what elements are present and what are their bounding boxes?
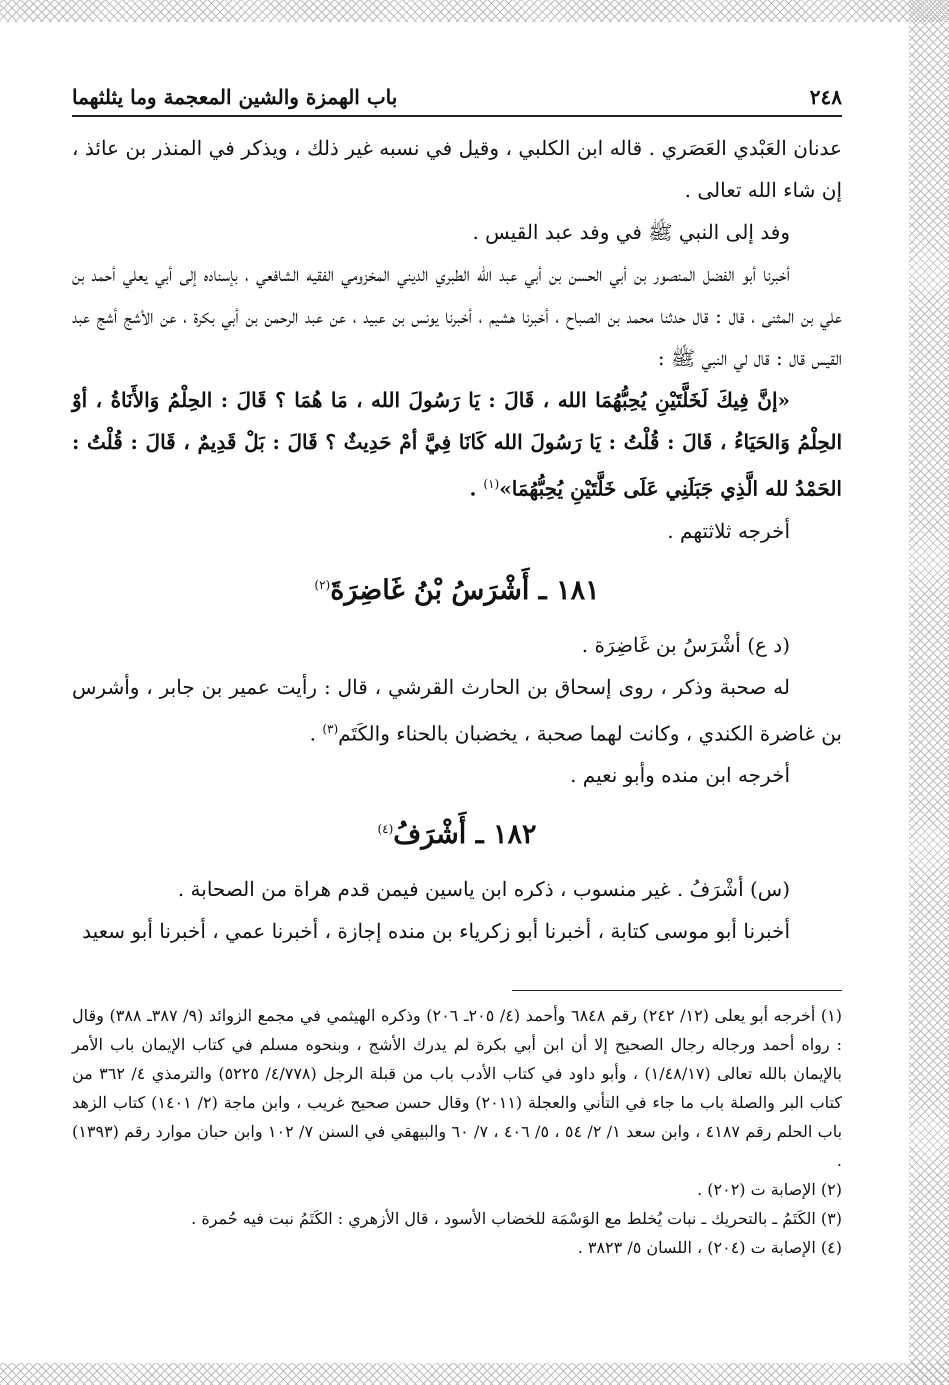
paragraph-3: أخبرنا أبو الفضل المنصور بن أبي الحسن بن أبي عبد الله الطبري الديني المخزومي الفقيه الشافعي ، بإسناده إلى أبي يعلي أحمد بن علي بن المثنى ، قال : قال حدثنا محمد بن الصباح ، أخبرنا هشيم ، أخبرنا يونس بن عبيد ، عن عبد الرحمن بن أبي بكرة ، عن الأشج أشج عبد القيس قال : قال لي النبي ﷺ :	[72, 262, 842, 370]
footnote-divider	[512, 990, 842, 991]
entry-heading-182	[72, 802, 842, 862]
decorative-border-top	[0, 0, 949, 22]
paragraph-8: أخرجه ابن منده وأبو نعيم .	[570, 763, 790, 788]
footnote-1: (١) أخرجه أبو يعلى (١٢/ ٢٤٢) رقم ٦٨٤٨ وأحمد (٤/ ٢٠٥ـ ٢٠٦) وذكره الهيثمي في مجمع الزوائد (٩/ ٣٨٧ـ ٣٨٨) وقال : رواه أحمد ورجاله رجال الصحيح إلا أن ابن أبي بكرة لم يدرك الأشج ، وبنحوه مسلم في كتاب الإيمان باب الأمر بالإيمان بالله تعالى (١/٤٨/١٧) ، وأبو داود في كتاب الأدب باب من قبلة الرجل (٤/٧٧٨/ ٥٢٢٥) والترمذي ٤/ ٣٦٢ من كتاب البر والصلة باب ما جاء في التأني والعجلة (٢٠١١) وقال حسن صحيح غريب ، وابن ماجة (٢/ ١٤٠١) كتاب الزهد باب الحلم رقم ٤١٨٧ ، وابن سعد ١/ ٢/ ٥٤ ، ٥/ ٤٠٦ ، ٧/ ٦٠ والبيهقي في السنن ٧/ ١٠٢ وابن حبان موارد رقم (١٣٩٣) .	[72, 1006, 843, 1171]
footnote-3: (٣) الكَتَمُ ـ بالتحريك ـ نبات يُخلط مع الوَسْمَة للخضاب الأسود ، قال الأزهري : الكَتَمُ نبت فيه حُمرة .	[191, 1209, 842, 1229]
footnote-ref-3: (٣)	[322, 721, 339, 736]
hadith-end: .	[469, 476, 484, 501]
running-title: باب الهمزة والشين المعجمة وما يثلثهما	[72, 85, 398, 109]
hadith-text	[72, 379, 842, 510]
paragraph-2: وفد إلى النبي ﷺ في وفد عبد القيس .	[472, 220, 790, 244]
paragraph-6: (د ع) أشْرَسُ بن غَاضِرَة .	[581, 632, 790, 657]
footnote-ref-2: (٢)	[314, 577, 331, 592]
footnote-2: (٢) الإصابة ت (٢٠٢) .	[697, 1180, 842, 1200]
decorative-border-right	[909, 0, 949, 1385]
paragraph-7-text: له صحبة وذكر ، روى إسحاق بن الحارث القرشي ، قال : رأيت عمير بن جابر ، وأشرس بن غاضرة الكندي ، وكانت لهما صحبة ، يخضبان بالحناء والكَتَم	[72, 674, 842, 746]
entry-heading-181	[72, 558, 842, 618]
paragraph-7	[72, 666, 842, 755]
paragraph-1: عدنان العَبْدي العَصَري . قاله ابن الكلبي ، وقيل في نسبه غير ذلك ، ويذكر في المنذر بن عائذ ، إن شاء الله تعالى .	[72, 136, 842, 202]
book-page	[72, 85, 842, 1262]
paragraph-7-end: .	[309, 721, 323, 746]
running-header	[72, 85, 842, 117]
hadith-body: «إنَّ فِيكَ لَخَلَّتَيْنِ يُحِبُّهُمَا الله ، قَالَ : يَا رَسُولَ الله ، مَا هُمَا ؟ قَالَ : الحِلْمُ وَالأَنَاةُ ، أوْ الحِلْمُ وَالحَيَاءُ ، قَالَ : قُلْتُ : يَا رَسُولَ الله كَانَا فِيَّ أمْ حَدِيثٌ ؟ قَالَ : بَلْ قَدِيمٌ ، قَالَ : قُلْتُ : الحَمْدُ لله الَّذِي جَبَلَنِي عَلَى خَلَّتَيْنِ يُحِبُّهُمَا»	[72, 388, 842, 501]
page-number: ٢٤٨	[809, 85, 842, 109]
entry-heading-182-text: ١٨٢ ـ أَشْرَفُ	[393, 819, 537, 851]
entry-heading-181-text: ١٨١ ـ أَشْرَسُ بْنُ غَاضِرَةَ	[330, 574, 600, 606]
paragraph-9: (س) أشْرَفُ . غير منسوب ، ذكره ابن ياسين فيمن قدم هراة من الصحابة .	[177, 877, 790, 902]
footnote-ref-1: (١)	[483, 477, 500, 491]
paragraph-10: أخبرنا أبو موسى كتابة ، أخبرنا أبو زكرياء بن منده إجازة ، أخبرنا عمي ، أخبرنا أبو سعيد	[82, 919, 790, 944]
footnote-ref-4: (٤)	[377, 822, 394, 837]
decorative-border-bottom	[0, 1363, 949, 1385]
paragraph-5: أخرجه ثلاثتهم .	[667, 518, 790, 543]
footnote-4: (٤) الإصابة ت (٢٠٤) ، اللسان ٥/ ٣٨٢٣ .	[577, 1238, 842, 1258]
